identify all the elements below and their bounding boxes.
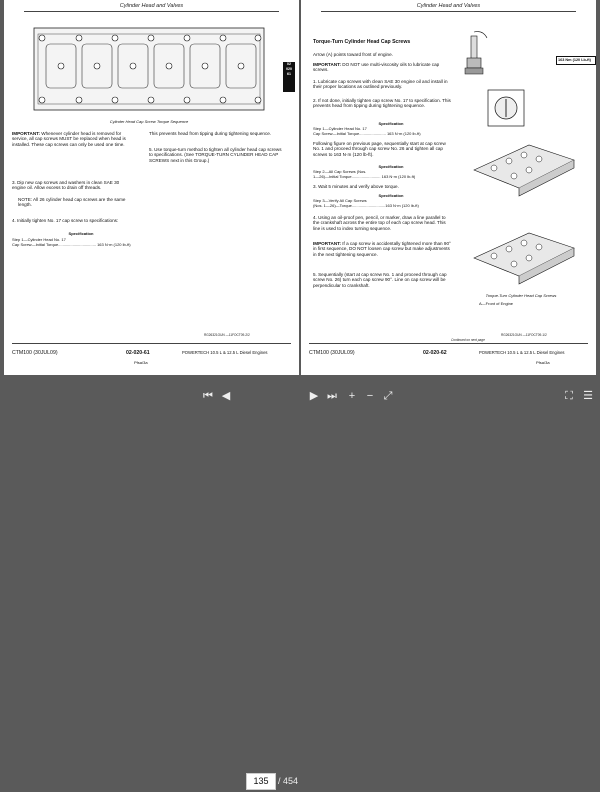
spec-1-line-1: Step 1—Cylinder Head No. 17: [313, 126, 367, 131]
right-column-text: This prevents head from tipping during tightening sequence.: [149, 131, 272, 136]
page-number-input[interactable]: 135: [246, 773, 276, 790]
important-block: [313, 62, 453, 73]
torque-spec-callout: 163 Nm (120 Lb-ft): [556, 56, 596, 65]
footer-engine-title: POWERTECH 10.5 L & 12.5 L Diesel Engines: [182, 350, 268, 355]
step-5-text: 5. Sequentially (start at cap screw No. 1 and proceed through cap screw No. 26) turn each cap screw 90°. Line on cap screw will be perpendicular to crankshaft.: [313, 272, 447, 288]
total-pages-label: / 454: [278, 776, 299, 786]
spec-line-2: Cap Screw—Initial Torque.................................. 163 N·m (120 lb-ft): [12, 242, 131, 247]
right-page: [301, 0, 596, 375]
page-header: Cylinder Head and Valves: [416, 3, 481, 9]
footer-sub: Pfsa/3a: [536, 360, 550, 365]
footer-manual-id: CTM100 (30JUL09): [309, 350, 355, 356]
engine-head-diagram-2: [469, 218, 579, 288]
engine-head-diagram-1: [469, 130, 579, 200]
cap-screw-detail-diagram: [486, 88, 526, 128]
figure-caption: Torque-Turn Cylinder Head Cap Screws: [485, 293, 557, 298]
step-1-text: 1. Lubricate cap screws with clean SAE 30 engine oil and install in their proper locations as outlined previously.: [313, 79, 448, 90]
important-2-text: If a cap screw is accidentally tightened more than 90° in first sequence, DO NOT loosen cap screw but make adjustments in the next tightening sequence.: [313, 241, 451, 257]
figure-stamp: RG26321OUN —11FOCT09-1/2: [501, 333, 547, 337]
step-3-text: 3. Dip new cap screws and washers in clean SAE 30 engine oil. Allow excess to drain off threads.: [12, 180, 120, 191]
important-text: Whenever cylinder head is removed for service, all cap screws MUST be replaced when head is installed. These cap screws can only be used one time.: [12, 131, 126, 147]
section-title: Torque-Turn Cylinder Head Cap Screws: [313, 39, 411, 45]
continued-note: Continued on next page: [451, 338, 485, 342]
important-label: IMPORTANT:: [313, 62, 341, 67]
spec-2-title: Specification: [378, 164, 404, 169]
torque-wrench-diagram: [461, 28, 551, 88]
header-rule: [321, 11, 576, 12]
left-page: [4, 0, 299, 375]
section-tab: 02 020 61: [283, 62, 295, 92]
next-page-icon[interactable]: ▶: [309, 390, 319, 402]
spec-2-line-1: Step 2—All Cap Screws (Nos.: [313, 169, 367, 174]
spec-title: Specification: [68, 231, 94, 236]
last-page-icon[interactable]: ⏭: [327, 390, 337, 402]
step-5-text: 5. Use torque-turn method to tighten all cylinder head cap screws to specifications. (See TORQUE-TURN CYLINDER HEAD CAP SCREWS next in this Group.): [149, 147, 282, 163]
spec-3-line-1: Step 3—Verify All Cap Screws: [313, 198, 367, 203]
important-2-label: IMPORTANT:: [313, 241, 341, 246]
menu-icon[interactable]: ☰: [583, 390, 593, 402]
step-4-text: 4. Initially tighten No. 17 cap screw to specifications:: [12, 218, 119, 223]
step-3-text: 3. Wait 5 minutes and verify above torque.: [313, 184, 399, 189]
figure-legend: A—Front of Engine: [479, 301, 514, 306]
footer-rule: [309, 343, 588, 344]
footer-page-number: 02-020-61: [126, 350, 150, 356]
spec-1-line-2: Cap Screw—Initial Torque........................ 163 N·m (120 lb-ft): [313, 131, 421, 136]
spec-3-title: Specification: [378, 193, 404, 198]
spec-2-line-2: 1—26)—Initial Torque.......................... 163 N·m (120 lb-ft): [313, 174, 416, 179]
footer-page-number: 02-020-62: [423, 350, 447, 356]
spec-line-1: Step 1—Cylinder Head No. 17: [12, 237, 66, 242]
viewer-toolbar: [0, 385, 600, 786]
fit-page-icon[interactable]: ⤢: [383, 390, 393, 402]
spec-1-title: Specification: [378, 121, 404, 126]
note-text: NOTE: All 26 cylinder head cap screws are the same length.: [18, 197, 126, 208]
previous-page-icon[interactable]: ◀: [221, 390, 231, 402]
step-2-text: 2. If not done, initially tighten cap screw No. 17 to specification. This prevents head from tipping during tightening sequence.: [313, 98, 451, 109]
step-4-text: 4. Using an oil-proof pen, pencil, or marker, draw a line parallel to the crankshaft across the entire top of each cap screw head. This line is used to index turning sequence.: [313, 215, 446, 231]
important-label: IMPORTANT:: [12, 131, 40, 136]
footer-manual-id: CTM100 (30JUL09): [12, 350, 58, 356]
important-2-block: [313, 241, 453, 257]
important-block: [12, 131, 130, 147]
zoom-out-icon[interactable]: −: [366, 390, 374, 402]
figure-stamp: RG26321OUN —11FOCT09-2/2: [204, 333, 250, 337]
first-page-icon[interactable]: ⏮: [203, 390, 213, 402]
footer-rule: [12, 343, 291, 344]
header-rule: [24, 11, 279, 12]
fullscreen-icon[interactable]: ⛶: [565, 390, 573, 402]
cylinder-head-diagram: [32, 24, 267, 116]
footer-sub: Pfsa/3a: [134, 360, 148, 365]
page-header: Cylinder Head and Valves: [119, 3, 184, 9]
figure-caption: Cylinder Head Cap Screw Torque Sequence: [109, 119, 189, 124]
footer-engine-title: POWERTECH 10.5 L & 12.5 L Diesel Engines: [479, 350, 565, 355]
intro-text: Arrow (A) points toward front of engine.: [313, 52, 393, 57]
following-text: Following figure on previous page, sequentially start at cap screw No. 1 and proceed through cap screw No. 26 and tighten all cap screws to 163 N·m (120 lb-ft).: [313, 141, 446, 157]
zoom-in-icon[interactable]: +: [348, 390, 356, 402]
important-text: DO NOT use multi-viscosity oils to lubricate cap screws.: [313, 62, 440, 73]
spec-3-line-2: (Nos. 1—26)—Torque..............................163 N·m (120 lb-ft): [313, 203, 419, 208]
